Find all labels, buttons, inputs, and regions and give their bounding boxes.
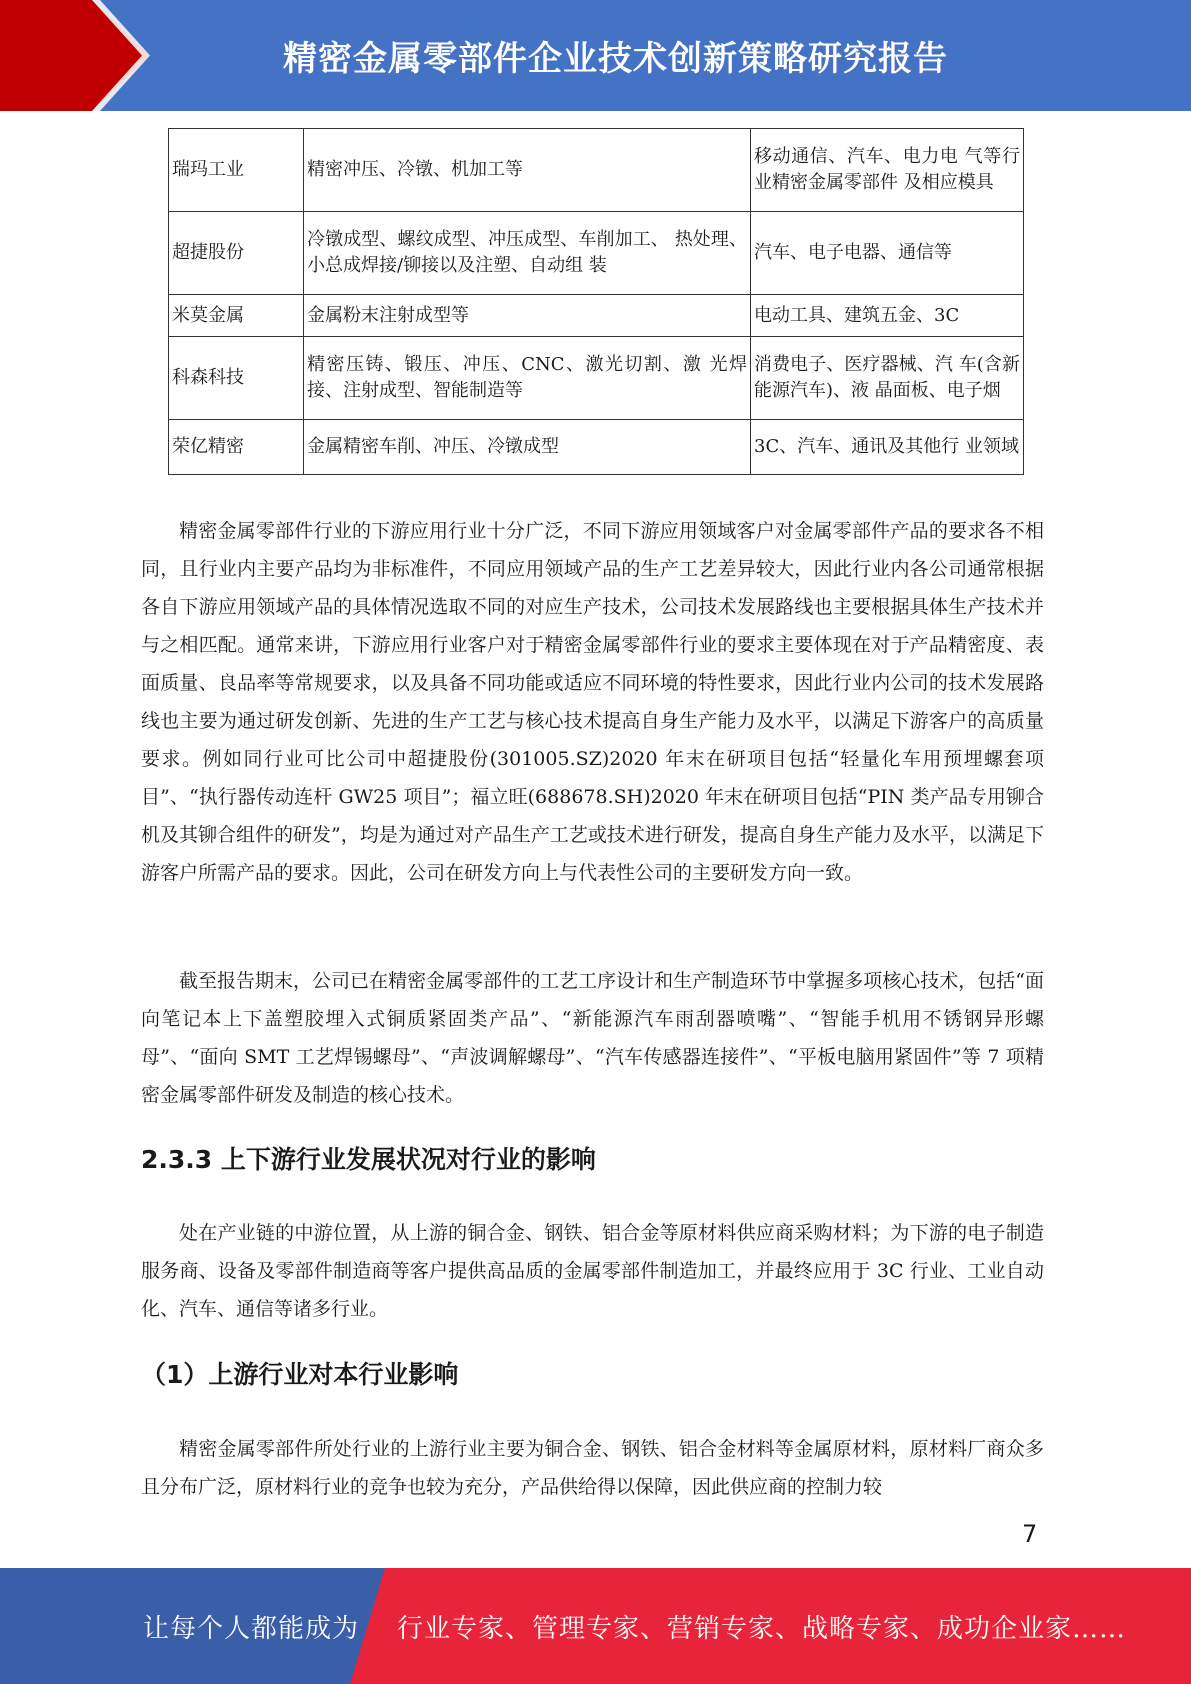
technology-cell: 精密冲压、冷镦、机加工等	[304, 129, 751, 212]
technology-cell: 金属精密车削、冲压、冷镦成型	[304, 420, 751, 475]
company-tech-table	[168, 128, 1024, 475]
body-text: 精密金属零部件所处行业的上游行业主要为铜合金、钢铁、铝合金材料等金属原材料，原材料厂商众多且分布广泛，原材料行业的竞争也较为充分，产品供给得以保障，因此供应商的控制力较	[141, 1438, 1044, 1498]
application-cell: 汽车、电子电器、通信等	[751, 212, 1024, 295]
application-cell: 移动通信、汽车、电力电 气等行业精密金属零部件 及相应模具	[751, 129, 1024, 212]
body-text: 截至报告期末，公司已在精密金属零部件的工艺工序设计和生产制造环节中掌握多项核心技术，包括“面向笔记本上下盖塑胶埋入式铜质紧固类产品”、“新能源汽车雨刮器喷嘴”、“智能手机用不锈钢异形螺母”、“面向 SMT 工艺焊锡螺母”、“声波调解螺母”、“汽车传感器连接件”、“平板电脑用紧固件”等 7 项精密金属零部件研发及制造的核心技术。	[141, 970, 1044, 1106]
company-cell: 瑞玛工业	[169, 129, 304, 212]
paragraph-4	[141, 1430, 1044, 1506]
technology-cell: 冷镦成型、螺纹成型、冲压成型、车削加工、 热处理、小总成焊接/铆接以及注塑、自动组 装	[304, 212, 751, 295]
application-cell: 消费电子、医疗器械、汽 车(含新能源汽车)、液 晶面板、电子烟	[751, 337, 1024, 420]
table-row	[169, 295, 1024, 337]
page-number: 7	[1022, 1520, 1038, 1548]
technology-cell: 精密压铸、锻压、冲压、CNC、激光切割、激 光焊接、注射成型、智能制造等	[304, 337, 751, 420]
table-row	[169, 337, 1024, 420]
company-cell: 米莫金属	[169, 295, 304, 337]
table-row	[169, 129, 1024, 212]
page-header	[0, 0, 1191, 111]
footer-slogan-left: 让每个人都能成为	[143, 1613, 360, 1644]
page-footer	[0, 1568, 1191, 1684]
subsection-heading-upstream: （1）上游行业对本行业影响	[141, 1360, 459, 1389]
paragraph-1	[141, 512, 1044, 892]
section-heading-2-3-3: 2.3.3 上下游行业发展状况对行业的影响	[141, 1145, 596, 1174]
table-row	[169, 212, 1024, 295]
body-text: 精密金属零部件行业的下游应用行业十分广泛，不同下游应用领域客户对金属零部件产品的要求各不相同，且行业内主要产品均为非标准件，不同应用领域产品的生产工艺差异较大，因此行业内各公司通常根据各自下游应用领域产品的具体情况选取不同的对应生产技术，公司技术发展路线也主要根据具体生产技术并与之相匹配。通常来讲，下游应用行业客户对于精密金属零部件行业的要求主要体现在对于产品精密度、表面质量、良品率等常规要求，以及具备不同功能或适应不同环境的特性要求，因此行业内公司的技术发展路线也主要为通过研发创新、先进的生产工艺与核心技术提高自身生产能力及水平，以满足下游客户的高质量要求。例如同行业可比公司中超捷股份(301005.SZ)2020 年末在研项目包括“轻量化车用预埋螺套项目”、“执行器传动连杆 GW25 项目”；福立旺(688678.SH)2020 年末在研项目包括“PIN 类产品专用铆合机及其铆合组件的研发”，均是为通过对产品生产工艺或技术进行研发，提高自身生产能力及水平，以满足下游客户所需产品的要求。因此，公司在研发方向上与代表性公司的主要研发方向一致。	[141, 520, 1044, 884]
application-cell: 电动工具、建筑五金、3C	[751, 295, 1024, 337]
company-cell: 超捷股份	[169, 212, 304, 295]
application-cell: 3C、汽车、通讯及其他行 业领域	[751, 420, 1024, 475]
footer-slogan-right: 行业专家、管理专家、营销专家、战略专家、成功企业家……	[397, 1613, 1127, 1644]
company-cell: 荣亿精密	[169, 420, 304, 475]
table-row	[169, 420, 1024, 475]
paragraph-2	[141, 962, 1044, 1114]
report-title: 精密金属零部件企业技术创新策略研究报告	[283, 39, 948, 79]
paragraph-3	[141, 1214, 1044, 1328]
company-cell: 科森科技	[169, 337, 304, 420]
body-text: 处在产业链的中游位置，从上游的铜合金、钢铁、铝合金等原材料供应商采购材料；为下游的电子制造服务商、设备及零部件制造商等客户提供高品质的金属零部件制造加工，并最终应用于 3C 行业、工业自动化、汽车、通信等诸多行业。	[141, 1222, 1044, 1320]
header-red-chevron	[0, 0, 150, 111]
technology-cell: 金属粉末注射成型等	[304, 295, 751, 337]
